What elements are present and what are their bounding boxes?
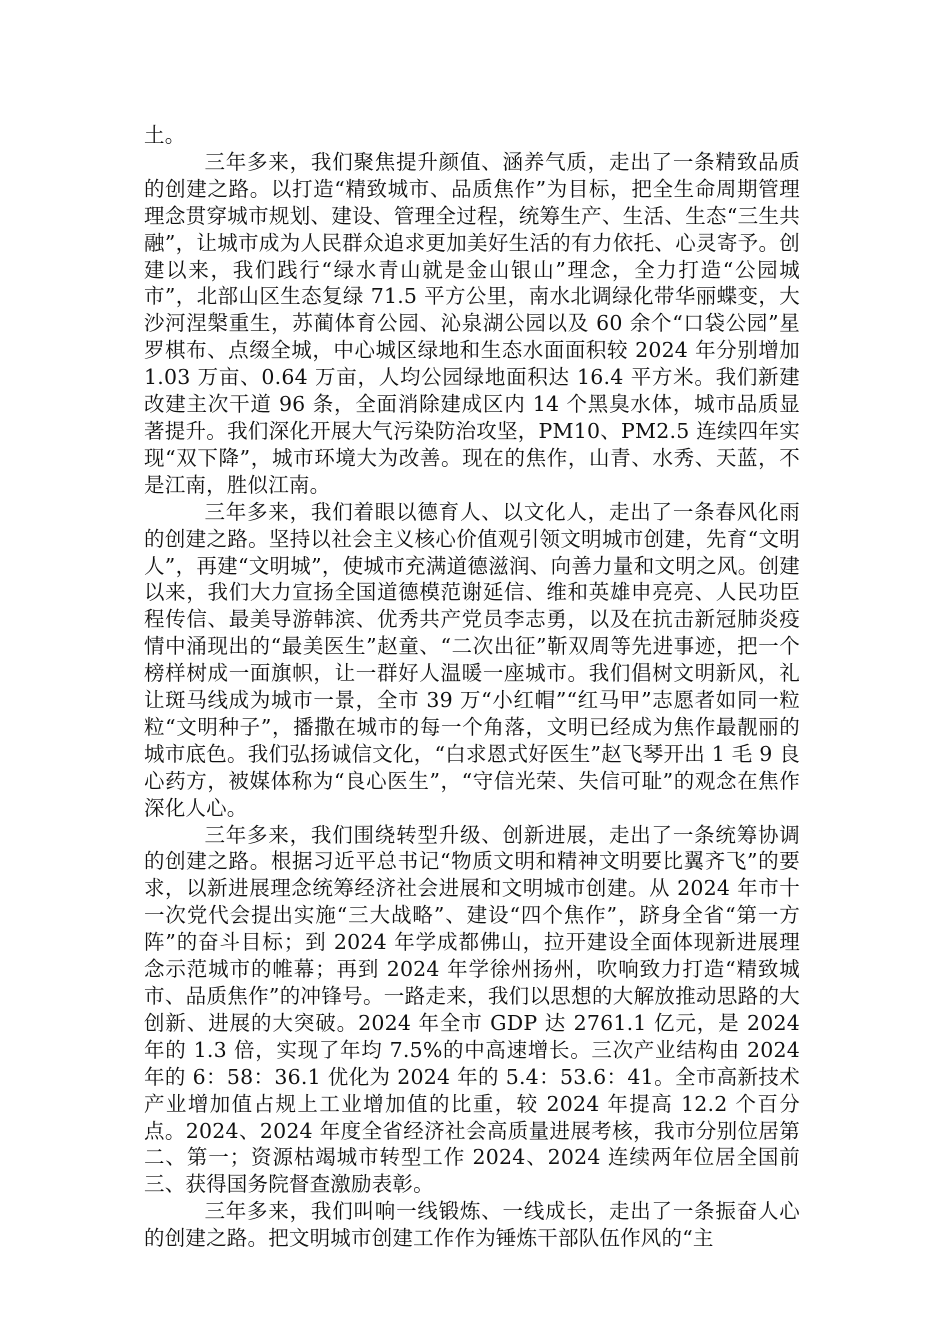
- paragraph-frontline-path: 三年多来，我们叫响一线锻炼、一线成长，走出了一条振奋人心的创建之路。把文明城市创建工作作为锤炼干部队伍作风的“主: [144, 1199, 800, 1251]
- paragraph-quality-path: 三年多来，我们聚焦提升颜值、涵养气质，走出了一条精致品质的创建之路。以打造“精致城市、品质焦作”为目标，把全生命周期管理理念贯穿城市规划、建设、管理全过程，统筹生产、生活、生态“三生共融”，让城市成为人民群众追求更加美好生活的有力依托、心灵寄予。创建以来，我们践行“绿水青山就是金山银山”理念，全力打造“公园城市”，北部山区生态复绿 71.5 平方公里，南水北调绿化带华丽蝶变，大沙河涅槃重生，苏蔺体育公园、沁泉湖公园以及 60 余个“口袋公园”星罗棋布、点缀全城，中心城区绿地和生态水面面积较 2024 年分别增加 1.03 万亩、0.64 万亩，人均公园绿地面积达 16.4 平方米。我们新建改建主次干道 96 条，全面消除建成区内 14 个黑臭水体，城市品质显著提升。我们深化开展大气污染防治攻坚，PM10、PM2.5 连续四年实现“双下降”，城市环境大为改善。现在的焦作，山青、水秀、天蓝，不是江南，胜似江南。: [144, 149, 800, 497]
- document-body: [144, 122, 800, 1252]
- paragraph-development-path: 三年多来，我们围绕转型升级、创新进展，走出了一条统筹协调的创建之路。根据习近平总书记“物质文明和精神文明要比翼齐飞”的要求，以新进展理念统筹经济社会进展和文明城市创建。从 2024 年市十一次党代会提出实施“三大战略”、建设“四个焦作”，跻身全省“第一方阵”的奋斗目标；到 2024 年学成都佛山，拉开建设全面体现新进展理念示范城市的帷幕；再到 2024 年学徐州扬州，吹响致力打造“精致城市、品质焦作”的冲锋号。一路走来，我们以思想的大解放推动思路的大创新、进展的大突破。2024 年全市 GDP 达 2761.1 亿元，是 2024 年的 1.3 倍，实现了年均 7.5%的中高速增长。三次产业结构由 2024 年的 6：58：36.1 优化为 2024 年的 5.4：53.6：41。全市高新技术产业增加值占规上工业增加值的比重，较 2024 年提高 12.2 个百分点。2024、2024 年度全省经济社会高质量进展考核，我市分别位居第二、第一；资源枯竭城市转型工作 2024、2024 连续两年位居全国前三、获得国务院督查激励表彰。: [144, 822, 800, 1197]
- paragraph-civility-path: 三年多来，我们着眼以德育人、以文化人，走出了一条春风化雨的创建之路。坚持以社会主义核心价值观引领文明城市创建，先育“文明人”，再建“文明城”，使城市充满道德滋润、向善力量和文明之风。创建以来，我们大力宣扬全国道德模范谢延信、维和英雄申亮亮、人民功臣程传信、最美导游韩滨、优秀共产党员李志勇，以及在抗击新冠肺炎疫情中涌现出的“最美医生”赵童、“二次出征”靳双周等先进事迹，把一个榜样树成一面旗帜，让一群好人温暖一座城市。我们倡树文明新风，礼让斑马线成为城市一景，全市 39 万“小红帽”“红马甲”志愿者如同一粒粒“文明种子”，播撒在城市的每一个角落，文明已经成为焦作最靓丽的城市底色。我们弘扬诚信文化，“白求恩式好医生”赵飞琴开出 1 毛 9 良心药方，被媒体称为“良心医生”，“守信光荣、失信可耻”的观念在焦作深化人心。: [144, 499, 800, 820]
- paragraph-continuation: 土。: [144, 123, 186, 147]
